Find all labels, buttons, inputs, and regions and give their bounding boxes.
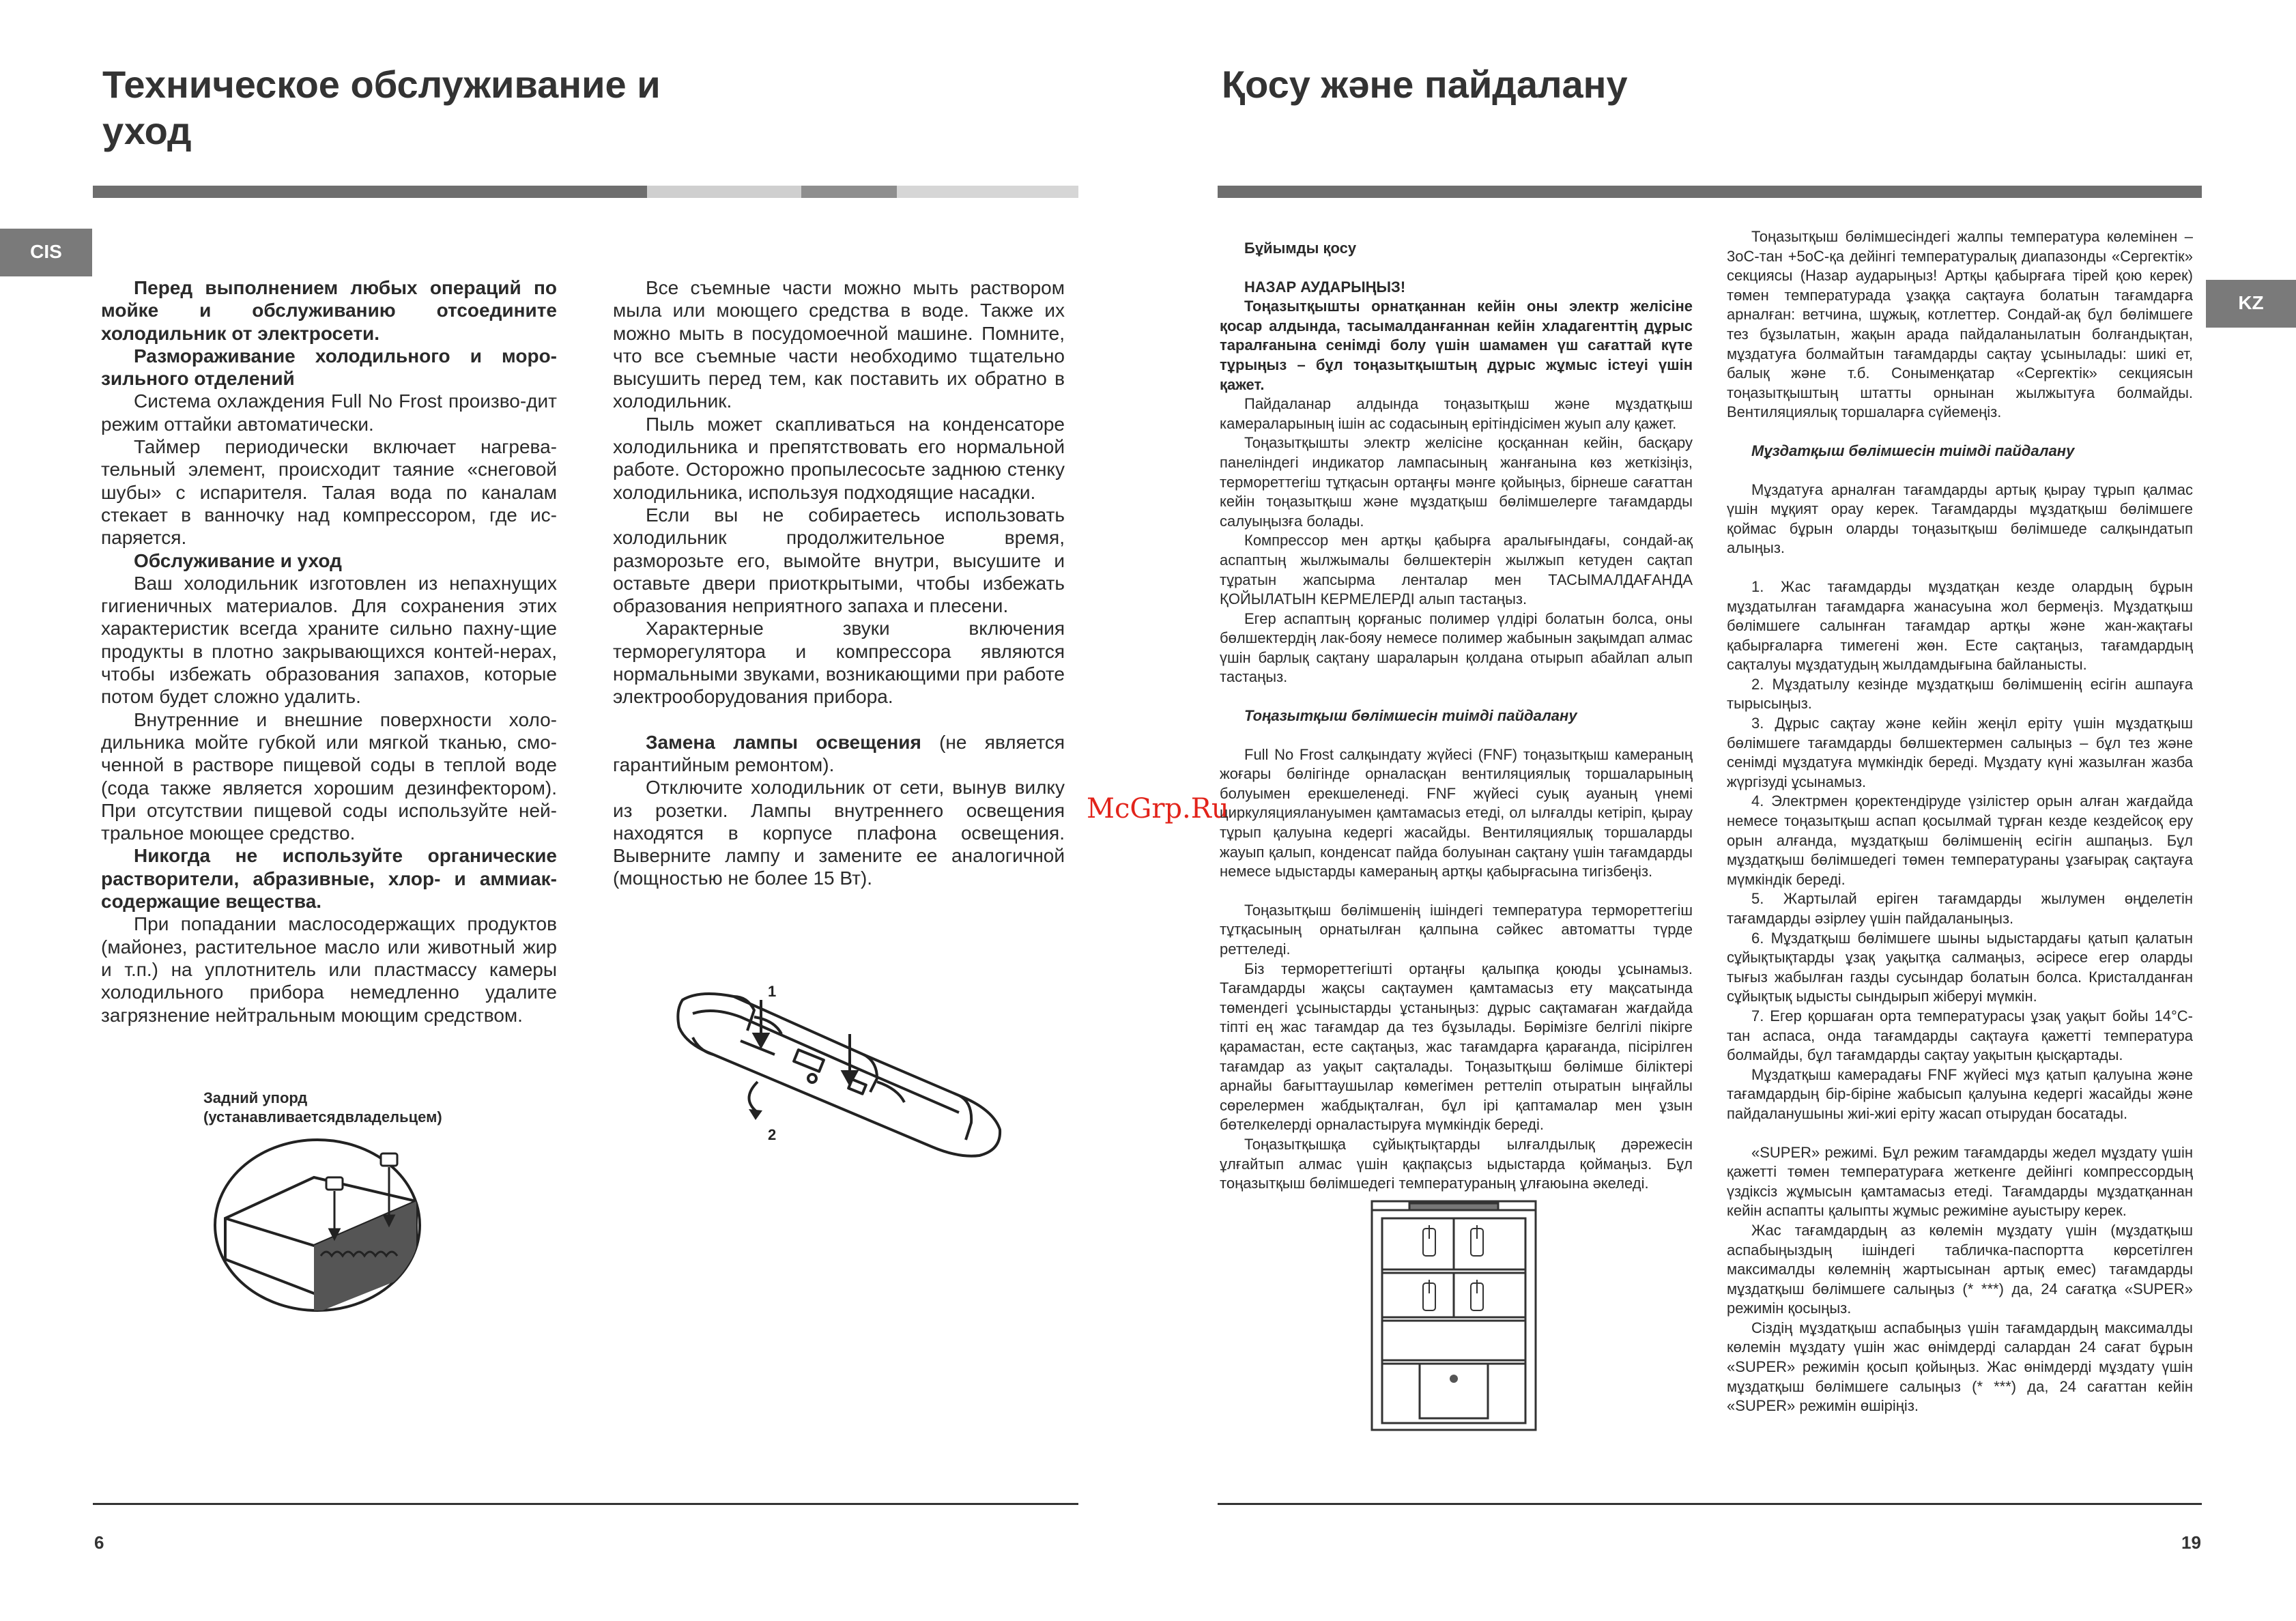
paragraph: Full No Frost салқындату жүйесі (FNF) тоңазытқыш камераның жоғары бөлігінде орналасқан вентиляциялық торшаларының болуымен ерекшеленеді. FNF жүйесі суық ауаның үнемі циркуляциялануымен қамтамасыз етеді, ол ылғалды кетіріп, қырау тұрып қалуына кедергі жасайды. Вентиляциялық торшаларды жауып қалып, конденсат пайда болуынан сақтану үшін тағамдарды немесе ыдыстарды камераның артқы қабырғасына тигізбеңіз. [1220,745,1693,880]
right-header-bar [1218,186,2202,198]
paragraph: Тоңазытқыш бөлімшесін тиімді пайдалану [1244,707,1577,725]
paragraph: 4. Электрмен қоректендіруде үзілістер орын алған жағдайда немесе тоңазытқыш аспап қосылмай тұрған кезде кездейсоқ еру орын алғанда, мұздатқыш бөлімшенің есігін ашпаңыз. Бұл мұздатқыш бөлімшедегі төмен температураны ұзағырақ сақтауға мүмкіндік береді. [1727,792,2193,888]
left-column-1 [101,276,557,1027]
paragraph: Егер аспаптың қорғаныс полимер үлдірі болатын болса, оны бөлшектердің лак-бояу немесе полимер жабынын зақымдап алмас үшін барлық сақтану шараларын қолдана отырып абайлап алып тастаңыз. [1220,609,1693,686]
lamp-heading: Замена лампы освещения [646,731,921,753]
caution-paragraph: Никогда не используйте органические растворители, абразивные, хлор- и аммиак-содержащие вещества. [101,845,557,913]
left-page-title [102,61,661,154]
paragraph: 6. Мұздатқыш бөлімшеге шыны ыдыстардағы қатып қалатын сұйықтықтарды ұзақ уақытқа салмаңыз, әсіресе егер оларды тығыз жабылған газды сусындар болатын болса. Кристалданған сұйықтық ыдысты сындырып жіберуі мүмкін. [1727,929,2193,1005]
paragraph: Пайдаланар алдында тоңазытқыш және мұздатқыш камераларының ішін ас содасының ерітіндісімен жуып алу қажет. [1220,395,1693,432]
paragraph: При попадании маслосодержащих продуктов (майонез, растительное масло или животный жир и т.п.) на уплотнитель или пластмассу камеры холодильного прибора немедленно удалите загрязнение нейтральным моющим средством. [101,913,557,1026]
paragraph: 7. Егер қоршаған орта температурасы ұзақ уақыт бойы 14°С-тан аспаса, онда тағамдарды сақтауға қажетті температура болмайды, бұл тағамдарды сақтау уақытын қысқартады. [1727,1007,2193,1064]
paragraph: Мұздатқыш камерадағы FNF жүйесі мұз қатып қалуына және тағамдардың бір-біріне жабысып қалуына кедергі жасайды және пайдаланушыны жиі-жиі еріту жасап отырудан босатады. [1727,1065,2193,1122]
right-page-title: Қосу және пайдалану [1222,63,1628,106]
paragraph: 1. Жас тағамдарды мұздатқан кезде олардың бұрын мұздатылған тағамдарға жанасуына жол бермеңіз. Мұздатқыш бөлімшеге салынған тағамдар артқы және жан-жақтағы қабырғаларға тимегені жөн. Есте сақтаңыз, тағамдардың сақталуы мұздатудың жылдамдығына байланысты. [1727,577,2193,674]
defrost-heading: Размораживание холодильного и моро-зильного отделений [101,345,557,390]
paragraph: Если вы не собираетесь использовать холодильник продолжительное время, разморозьте его, вымойте внутри, высушите и оставьте двери приоткрытыми, чтобы избежать образования неприятного запаха и плесени. [613,504,1065,617]
section-tag-cis: CIS [0,229,92,276]
paragraph: Мұздатуға арналған тағамдарды артық қырау тұрып қалмас үшін мұқият орау керек. Тағамдарды мұздатқыш бөлімшеге қоймас бұрын оларды тоңазытқыш бөлімшеде салқындатып алыңыз. [1727,480,2193,557]
figure-label-2: 2 [768,1126,777,1143]
lamp-cover-illustration [672,979,1027,1164]
paragraph: Тоңазытқышты электр желісіне қосқаннан кейін, басқару панеліндегі индикатор лампасының жанғанына көз жеткізіңіз, термореттегіш тұтқасын ортаңғы мәнге қойыңыз, бірнеше сағаттан кейін тоңазытқыш және мұздатқыш бөлімшелерге тағамдарды салуыңызға болады. [1220,434,1693,530]
left-title-line1: Техническое обслуживание и [102,63,661,106]
lamp-instructions: Отключите холодильник от сети, вынув вилку из розетки. Лампы внутреннего освещения находятся в корпусе плафона освещения. Выверните лампу и замените ее аналогичной (мощностью не более 15 Вт). [613,777,1065,889]
header-bar-mid [801,186,897,198]
header-bar-light2 [897,186,1078,198]
paragraph: Таймер периодически включает нагрева-тельный элемент, происходит таяние «снеговой шубы» с испарителя. Талая вода по каналам стекает в ванночку над компрессором, где ис-паряется. [101,436,557,549]
lamp-note: (не является гарантийным ремонтом). [613,731,1065,775]
rear-stop-caption-line2: (устанавливаетсядвладельцем) [203,1108,442,1125]
paragraph: 2. Мұздатылу кезінде мұздатқыш бөлімшенің есігін ашпауға тырысыңыз. [1727,675,2193,713]
right-column-1 [1220,239,1693,1194]
warning-paragraph: Перед выполнением любых операций по мойке и обслуживанию отсоедините холодильник от электросети. [101,277,557,344]
header-bar-dark [93,186,647,198]
lamp-paragraph [613,731,1065,777]
left-column-2 [613,276,1065,890]
paragraph: Система охлаждения Full No Frost произво-дит режим оттайки автоматически. [101,390,557,435]
paragraph: Мұздатқыш бөлімшесін тиімді пайдалану [1751,442,2075,459]
paragraph: Внутренние и внешние поверхности холо-дильника мойте губкой или мягкой тканью, смо-ченной в растворе пищевой соды в теплой воде (сода также является хорошим дезинфектором). При отсутствии пищевой соды используйте ней-тральное моющее средство. [101,708,557,844]
left-title-line2: уход [102,109,192,152]
paragraph: «SUPER» режимі. Бұл режим тағамдарды жедел мұздату үшін қажетті төмен температураға жеткенге дейінгі компрессордың үздіксіз жұмысын қамтамасыз етеді. Тағамдарды мұздатқаннан кейін аспапты қалыпты жұмыс режиміне ауыстыру керек. [1727,1143,2193,1220]
header-bar-light [647,186,801,198]
paragraph: Біз термореттегішті ортаңғы қалыпқа қоюды ұсынамыз. Тағамдарды жақсы сақтаумен қамтамасыз ету мақсатында төмендегі ұсыныстарды ұстаныңыз: дұрыс сақтамаған жағдайда тіпті ең жас тағамдар да тез бұзылады. Бөрімізге белгілі пікірге қарамастан, есте сақтаңыз, жас тағамдарға қарағанда, пісірілген тағамдар аз уақыт сақталады. Тоңазытқыш бөлімше біліктері арнайы бағыттаушылар көмегімен реттеліп отыратын ыңғайлы сөрелермен жабдықталған, бұл ірі қаптамалар мен ұзын бөтелкелерді орналастыруға мүмкіндік береді. [1220,960,1693,1134]
paragraph: НАЗАР АУДАРЫҢЫЗ! [1244,278,1406,296]
rear-stop-illustration [212,1136,423,1314]
care-heading: Обслуживание и уход [134,549,342,571]
paragraph: Пыль может скапливаться на конденсаторе холодильника и препятствовать его нормальной работе. Осторожно пропылесосьте заднюю стенку холодильника, используя подходящие насадки. [613,413,1065,503]
left-page-number: 6 [94,1532,104,1553]
paragraph: Сіздің мұздатқыш аспабыңыз үшін тағамдардың максималды көлемін мұздату үшін жас өнімдерді салардан 24 сағат бұрын «SUPER» режимін қосып қойыңыз. Жас өнімдерді мұздату үшін мұздатқыш бөлімшеге салыңыз (* ***) да, 24 сағаттан кейін «SUPER» режимін өшіріңіз. [1727,1319,2193,1415]
watermark: McGrp.Ru [1087,793,1229,824]
paragraph: Тоңазытқышқа сұйықтықтарды ылғалдылық дәрежесін ұлғайтып алмас үшін қақпақсыз ыдыстарда қоймаңыз. Бұл тоңазытқыш бөлімшедегі температураның ұлғаюына әкеледі. [1220,1135,1693,1192]
paragraph: 5. Жартылай еріген тағамдарды жылумен өңделетін тағамдарды әзірлеу үшін пайдаланыңыз. [1727,890,2193,927]
paragraph: Бұйымды қосу [1244,240,1357,257]
right-page-number: 19 [2181,1532,2201,1553]
paragraph: Тоңазытқыш бөлімшенің ішіндегі температура термореттегіш тұтқасының орнатылған қалпына сәйкес автоматты түрде реттеледі. [1220,901,1693,958]
rear-stop-caption [203,1089,442,1127]
rear-stop-caption-line1: Задний упорд [203,1089,308,1106]
paragraph: Ваш холодильник изготовлен из непахнущих гигиеничных материалов. Для сохранения этих характеристик всегда храните сильно пахну-щие продукты в плотно закрывающихся контей-нерах, чтобы избежать образования запахов, которые потом будет сложно удалить. [101,572,557,708]
paragraph: Характерные звуки включения терморегулятора и компрессора являются нормальными звуками, возникающими при работе электрооборудования прибора. [613,618,1065,708]
paragraph: Тоңазытқышты орнатқаннан кейін оны электр желісіне қосар алдында, тасымалданғаннан кейін хладагенттің дұрыс таралғанына сенімді болу үшін шамамен үш сағаттай күте тұрыңыз – бұл тоңазытқыштың дұрыс жұмыс істеуі үшін қажет. [1220,298,1693,393]
paragraph: 3. Дұрыс сақтау және кейін жеңіл еріту үшін мұздатқыш бөлімшеге тағамдарды бөлшектермен салыңыз – бұл тез және сенімді мұздатуға мүмкіндік береді. Мұздату күні жазылған жазба жүргізуді ұсынамыз. [1727,715,2193,790]
paragraph: Тоңазытқыш бөлімшесіндегі жалпы температура көлемінен –3оС-тан +5оС-қа дейінгі температуралық диапазонды «Сергектік» секциясы (Назар аударыңыз! Артқы қабырғаға тірей қою керек) төмен температурада ұзаққа сақтауға болатын тағамдарға арналған: ветчина, шұжық, котлеттер. Сондай-ақ бұл бөлімшеге тез бұзылатын, жақын арада пайдаланылатын болғандықтан, мұздатуға болмайтын тағамдарды сақтау ұсынылады: шикі ет, балық және т.б. Соныменқатар «Сергектік» секциясын тоңазытқыштың штатты орнынан жылжытуға болмайды. Вентиляциялық торшаларға сүйемеңіз. [1727,228,2193,421]
right-column-2 [1727,227,2193,1416]
right-footer-rule [1218,1503,2202,1505]
fridge-interior-illustration [1368,1198,1539,1433]
paragraph: Компрессор мен артқы қабырға аралығындағы, сондай-ақ аспаптың жылжымалы бөлшектерін жылжып кетуден сақтап тұратын жапсырма ленталар мен ТАСЫМАЛДАҒАНДА ҚОЙЫЛАТЫН КЕРМЕЛЕРДІ алып тастаңыз. [1220,532,1693,608]
paragraph: Все съемные части можно мыть раствором мыла или моющего средства в воде. Также их можно мыть в посудомоечной машине. Помните, что все съемные части необходимо тщательно высушить перед тем, как поставить их обратно в холодильник. [613,277,1065,412]
paragraph: Жас тағамдардың аз көлемін мұздату үшін (мұздатқыш аспабыңыздың ішіндегі табличка-паспортта көрсетілген максималды көлемнің жартысынан артық емес) тағамдарды мұздатқыш бөлімшеге салыңыз (* ***) да, 24 сағатқа «SUPER» режимін қосыңыз. [1727,1221,2193,1317]
section-tag-kz: KZ [2206,280,2296,328]
left-footer-rule [93,1503,1078,1505]
figure-label-1: 1 [768,983,777,1000]
